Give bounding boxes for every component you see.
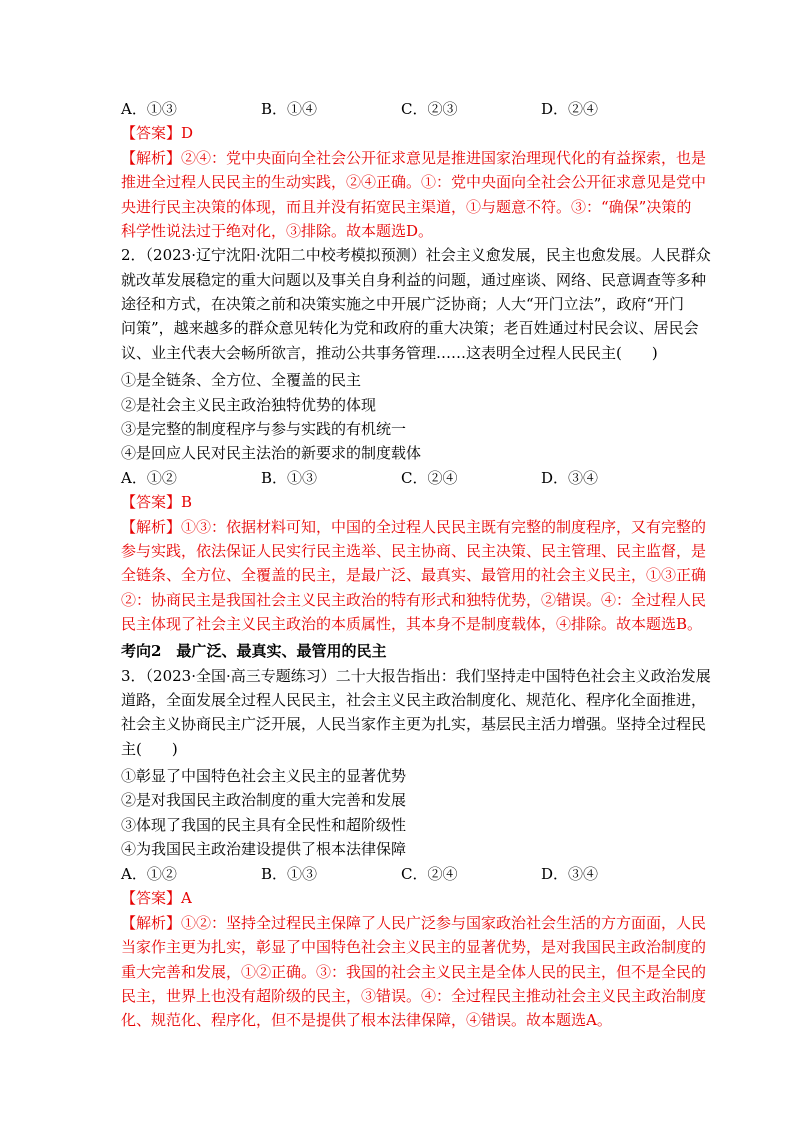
q2-analysis-line: ②：协商民主是我国社会主义民主政治的特有形式和独特优势，②错误。④：全过程人民: [121, 591, 707, 609]
q1-analysis-line: 科学性说法过于绝对化，③排除。故本题选D。: [121, 222, 434, 240]
q2-analysis-line: 全链条、全方位、全覆盖的民主，是最广泛、最真实、最管用的社会主义民主，①③正确: [121, 566, 707, 584]
q2-choice: ①是全链条、全方位、全覆盖的民主: [121, 371, 362, 389]
q2-option-b: B．①③: [261, 469, 318, 487]
q3-option-b: B．①③: [261, 865, 318, 883]
q2-option-c: C．②④: [401, 469, 458, 487]
q2-stem-line: 议、业主代表大会畅所欲言，推动公共事务管理……这表明全过程人民民主( ): [121, 344, 658, 362]
q1-analysis-line: 央进行民主决策的体现，而且并没有拓宽民主渠道，①与题意不符。③：“确保”决策的: [121, 198, 692, 216]
q3-option-d: D．③④: [541, 865, 599, 883]
q3-stem-line: 主( ): [121, 740, 178, 758]
q3-stem-line: 3．（2023·全国·高三专题练习）二十大报告指出：我们坚持走中国特色社会主义政治发展: [121, 667, 711, 685]
q2-analysis-line: 【解析】①③：依据材料可知，中国的全过程人民民主既有完整的制度程序，又有完整的: [121, 518, 707, 536]
q2-stem-line: 就改革发展稳定的重大问题以及事关自身利益的问题，通过座谈、网络、民意调查等多种: [121, 271, 707, 289]
q2-choice: ②是社会主义民主政治独特优势的体现: [121, 396, 377, 414]
q2-choice: ④是回应人民对民主法治的新要求的制度载体: [121, 444, 422, 462]
q3-analysis-line: 民主，世界上也没有超阶级的民主，③错误。④：全过程民主推动社会主义民主政治制度: [121, 987, 707, 1005]
q3-stem-line: 道路，全面发展全过程人民民主，社会主义民主政治制度化、规范化、程序化全面推进，: [121, 691, 707, 709]
section-heading: 考向2 最广泛、最真实、最管用的民主: [121, 642, 387, 660]
q2-analysis-line: 参与实践，依法保证人民实行民主选举、民主协商、民主决策、民主管理、民主监督，是: [121, 542, 707, 560]
q1-answer: 【答案】D: [121, 124, 194, 142]
q3-option-a: A．①②: [121, 865, 177, 883]
q3-answer: 【答案】A: [121, 889, 192, 907]
q2-option-a: A．①②: [121, 469, 177, 487]
q2-choice: ③是完整的制度程序与参与实践的有机统一: [121, 420, 407, 438]
q3-stem-line: 社会主义协商民主广泛开展，人民当家作主更为扎实，基层民主活力增强。坚持全过程民: [121, 715, 707, 733]
q2-analysis-line: 民主体现了社会主义民主政治的本质属性，其本身不是制度载体，④排除。故本题选B。: [121, 615, 703, 633]
q2-stem-line: 问策”，越来越多的群众意见转化为党和政府的重大决策；老百姓通过村民会议、居民会: [121, 319, 699, 337]
q3-analysis-line: 【解析】①②：坚持全过程民主保障了人民广泛参与国家政治社会生活的方方面面，人民: [121, 914, 707, 932]
q1-analysis-line: 推进全过程人民民主的生动实践，②④正确。①：党中央面向全社会公开征求意见是党中: [121, 173, 707, 191]
q1-analysis-line: 【解析】②④：党中央面向全社会公开征求意见是推进国家治理现代化的有益探索，也是: [121, 149, 707, 167]
q1-option-d: D．②④: [541, 100, 599, 118]
q2-stem-line: 2．（2023·辽宁沈阳·沈阳二中校考模拟预测）社会主义愈发展，民主也愈发展。人民群众: [121, 246, 711, 264]
q1-option-a: A．①③: [121, 100, 177, 118]
q1-option-b: B．①④: [261, 100, 318, 118]
q3-option-c: C．②④: [401, 865, 458, 883]
q3-analysis-line: 重大完善和发展，①②正确。③：我国的社会主义民主是全体人民的民主，但不是全民的: [121, 963, 707, 981]
q2-answer: 【答案】B: [121, 493, 193, 511]
q3-choice: ④为我国民主政治建设提供了根本法律保障: [121, 840, 407, 858]
q3-analysis-line: 化、规范化、程序化，但不是提供了根本法律保障，④错误。故本题选A。: [121, 1011, 612, 1029]
q3-analysis-line: 当家作主更为扎实，彰显了中国特色社会主义民主的显著优势，是对我国民主政治制度的: [121, 938, 707, 956]
q2-option-d: D．③④: [541, 469, 599, 487]
q2-stem-line: 途径和方式，在决策之前和决策实施之中开展广泛协商；人大“开门立法”，政府“开门: [121, 295, 685, 313]
q1-option-c: C．②③: [401, 100, 458, 118]
q3-choice: ②是对我国民主政治制度的重大完善和发展: [121, 791, 407, 809]
q3-choice: ①彰显了中国特色社会主义民主的显著优势: [121, 767, 407, 785]
q3-choice: ③体现了我国的民主具有全民性和超阶级性: [121, 816, 407, 834]
